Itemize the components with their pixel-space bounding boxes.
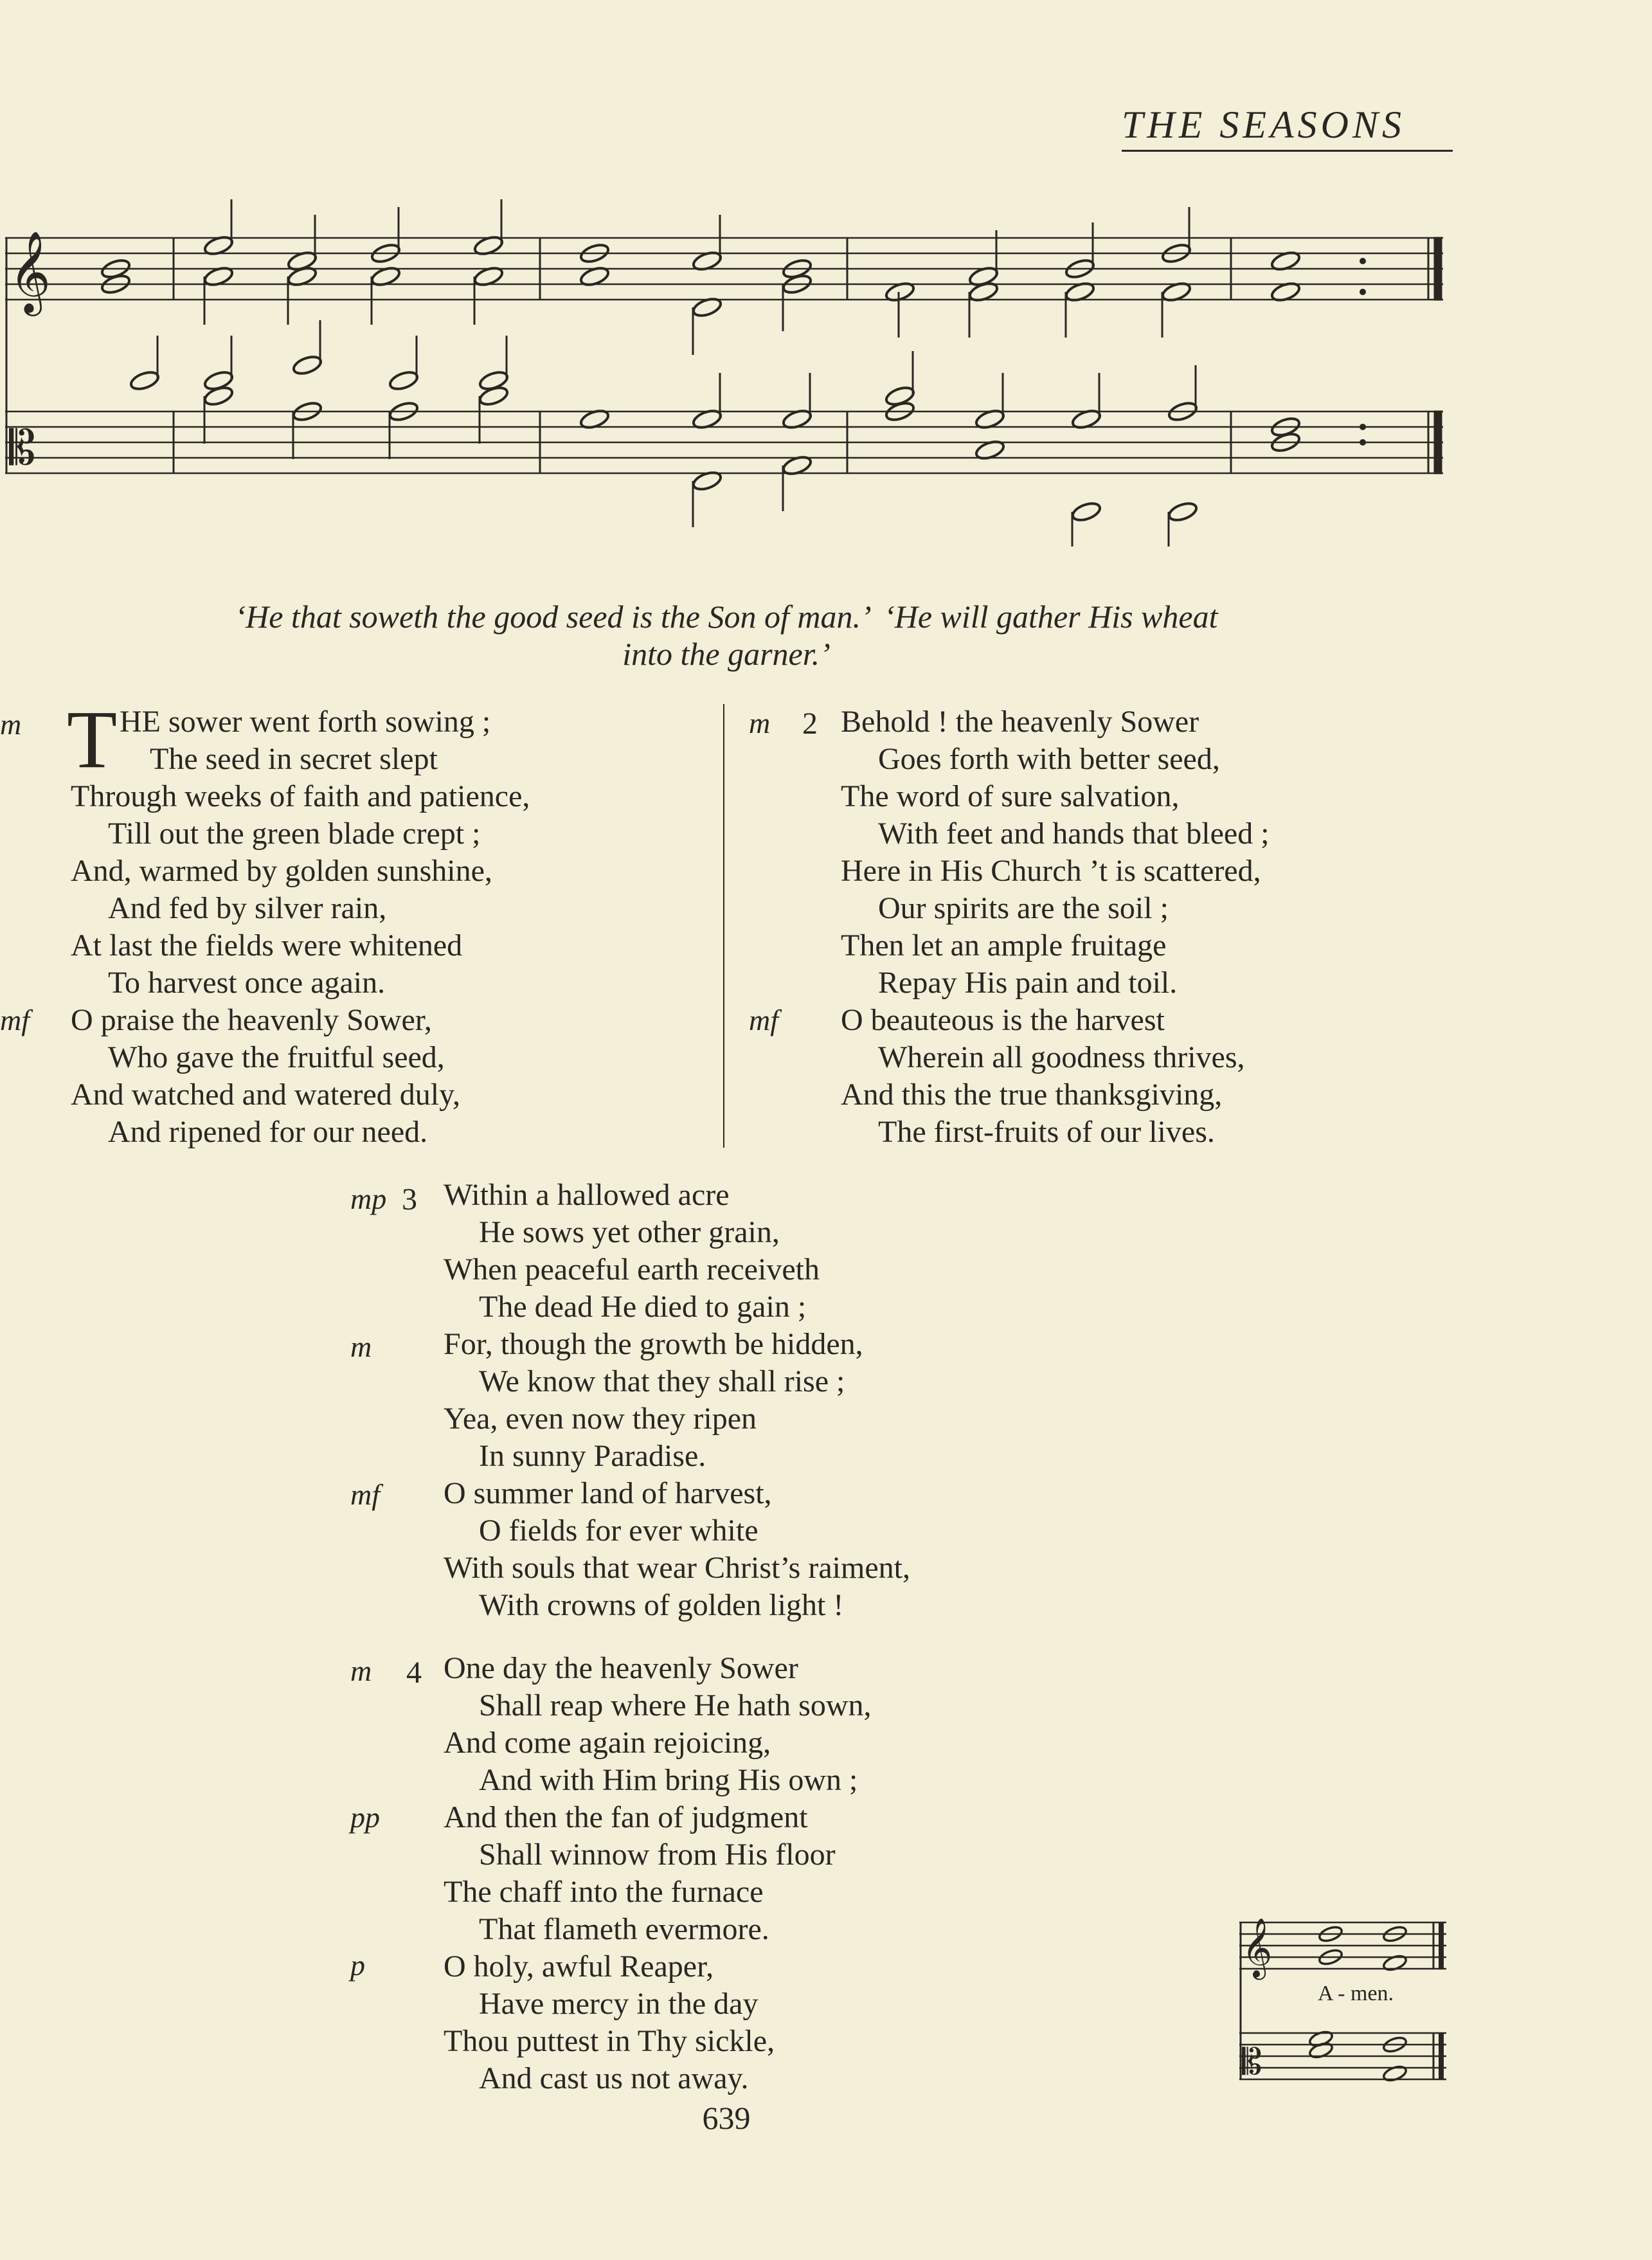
verse-line: Shall reap where He hath sown, — [479, 1688, 872, 1722]
treble-clef-icon: 𝄞 — [1242, 1917, 1273, 1977]
verse-line: And fed by silver rain, — [108, 891, 387, 925]
verse-number: 3 — [402, 1182, 417, 1216]
verse-line: Shall winnow from His floor — [479, 1838, 836, 1872]
verse-line: Here in His Church ’t is scattered, — [841, 854, 1261, 888]
bass-dots — [1360, 424, 1366, 446]
verse-line: Through weeks of faith and patience, — [71, 779, 530, 813]
dynamic-marking: m — [350, 1330, 372, 1363]
verse-line: Yea, even now they ripen — [444, 1402, 757, 1436]
verse-line: In sunny Paradise. — [479, 1439, 706, 1473]
bass-notes — [129, 354, 1302, 523]
amen-lyric: A - men. — [1318, 1982, 1394, 2005]
verse-line: We know that they shall rise ; — [479, 1364, 845, 1398]
dynamic-marking: pp — [350, 1801, 380, 1834]
verse-line: And this the true thanksgiving, — [841, 1078, 1223, 1112]
verse-line: And watched and watered duly, — [71, 1078, 460, 1112]
verse-line: And, warmed by golden sunshine, — [71, 854, 492, 888]
verse-line: With souls that wear Christ’s raiment, — [444, 1551, 910, 1585]
verse-line: O fields for ever white — [479, 1514, 759, 1548]
dynamic-marking: mp — [350, 1182, 387, 1215]
dynamic-marking: mf — [749, 1004, 778, 1036]
dynamic-marking: mf — [0, 1004, 30, 1036]
treble-clef-icon: 𝄞 — [9, 230, 51, 312]
verse-line: Till out the green blade crept ; — [108, 817, 481, 851]
verse-line: And come again rejoicing, — [444, 1726, 771, 1760]
bass-stems — [157, 320, 1196, 547]
dynamic-marking: m — [350, 1654, 372, 1687]
verse-line: Repay His pain and toil. — [878, 966, 1178, 1000]
dynamic-marking: m — [0, 708, 22, 741]
dynamic-marking: m — [749, 707, 771, 739]
column-divider — [723, 704, 724, 1148]
verse-line: And ripened for our need. — [108, 1115, 428, 1149]
verse-line: Wherein all goodness thrives, — [878, 1040, 1245, 1074]
verse-line: O praise the heavenly Sower, — [71, 1003, 432, 1037]
scripture-quote — [64, 598, 1388, 673]
verse-line: Our spirits are the soil ; — [878, 891, 1169, 925]
verse-line: O summer land of harvest, — [444, 1476, 772, 1510]
scripture-quote-line-1: ‘He that soweth the good seed is the Son of man.’ ‘He will gather His wheat — [235, 599, 1218, 635]
treble-dots — [1360, 258, 1366, 295]
verse-line: Behold ! the heavenly Sower — [841, 705, 1199, 739]
verse-number: 4 — [406, 1656, 422, 1690]
verse-line: For, though the growth be hidden, — [444, 1327, 863, 1361]
hymn-tune-score — [0, 174, 1472, 547]
verse-line: The first-fruits of our lives. — [878, 1115, 1215, 1149]
verse-line: The seed in secret slept — [150, 742, 438, 776]
verse-line: The word of sure salvation, — [841, 779, 1180, 813]
verse-line: HE sower went forth sowing ; — [120, 705, 491, 739]
page-number: 639 — [702, 2100, 751, 2136]
verse-number: 2 — [802, 707, 818, 741]
amen-bass-staff — [1239, 2033, 1446, 2079]
scripture-quote-line-2: into the garner.’ — [622, 636, 830, 672]
verse-line: Thou puttest in Thy sickle, — [444, 2024, 775, 2058]
verse-line: Then let an ample fruitage — [841, 928, 1167, 963]
verse-line: Who gave the fruitful seed, — [108, 1040, 445, 1074]
verse-line: When peaceful earth receiveth — [444, 1252, 820, 1287]
verse-line: Within a hallowed acre — [444, 1178, 730, 1212]
verse-line: The chaff into the furnace — [444, 1875, 764, 1909]
verse-line: O holy, awful Reaper, — [444, 1949, 714, 1984]
verse-line: At last the fields were whitened — [71, 928, 463, 963]
verse-line: One day the heavenly Sower — [444, 1651, 798, 1685]
drop-cap: T — [67, 694, 118, 785]
verse-line: Goes forth with better seed, — [878, 742, 1220, 776]
verse-line: The dead He died to gain ; — [479, 1290, 807, 1324]
bass-clef-icon: 𝄡 — [9, 420, 36, 476]
bar-lines — [6, 238, 1441, 473]
treble-stems — [204, 199, 1189, 355]
verse-line: With crowns of golden light ! — [479, 1588, 844, 1622]
dynamic-marking: mf — [350, 1478, 380, 1511]
treble-notes — [100, 234, 1302, 319]
verse-line: With feet and hands that bleed ; — [878, 817, 1270, 851]
verse-line: That flameth evermore. — [479, 1912, 769, 1946]
dynamic-marking: p — [350, 1949, 365, 1982]
running-head: THE SEASONS — [1122, 103, 1453, 152]
verse-line: To harvest once again. — [108, 966, 386, 1000]
verse-line: Have mercy in the day — [479, 1987, 759, 2021]
verse-line: And cast us not away. — [479, 2061, 749, 2095]
verse-line: O beauteous is the harvest — [841, 1003, 1165, 1037]
bass-clef-icon: 𝄡 — [1242, 2041, 1262, 2083]
verse-line: And then the fan of judgment — [444, 1800, 808, 1834]
verse-line: And with Him bring His own ; — [479, 1763, 858, 1797]
verse-line: He sows yet other grain, — [479, 1215, 780, 1249]
bass-staff — [5, 411, 1443, 473]
